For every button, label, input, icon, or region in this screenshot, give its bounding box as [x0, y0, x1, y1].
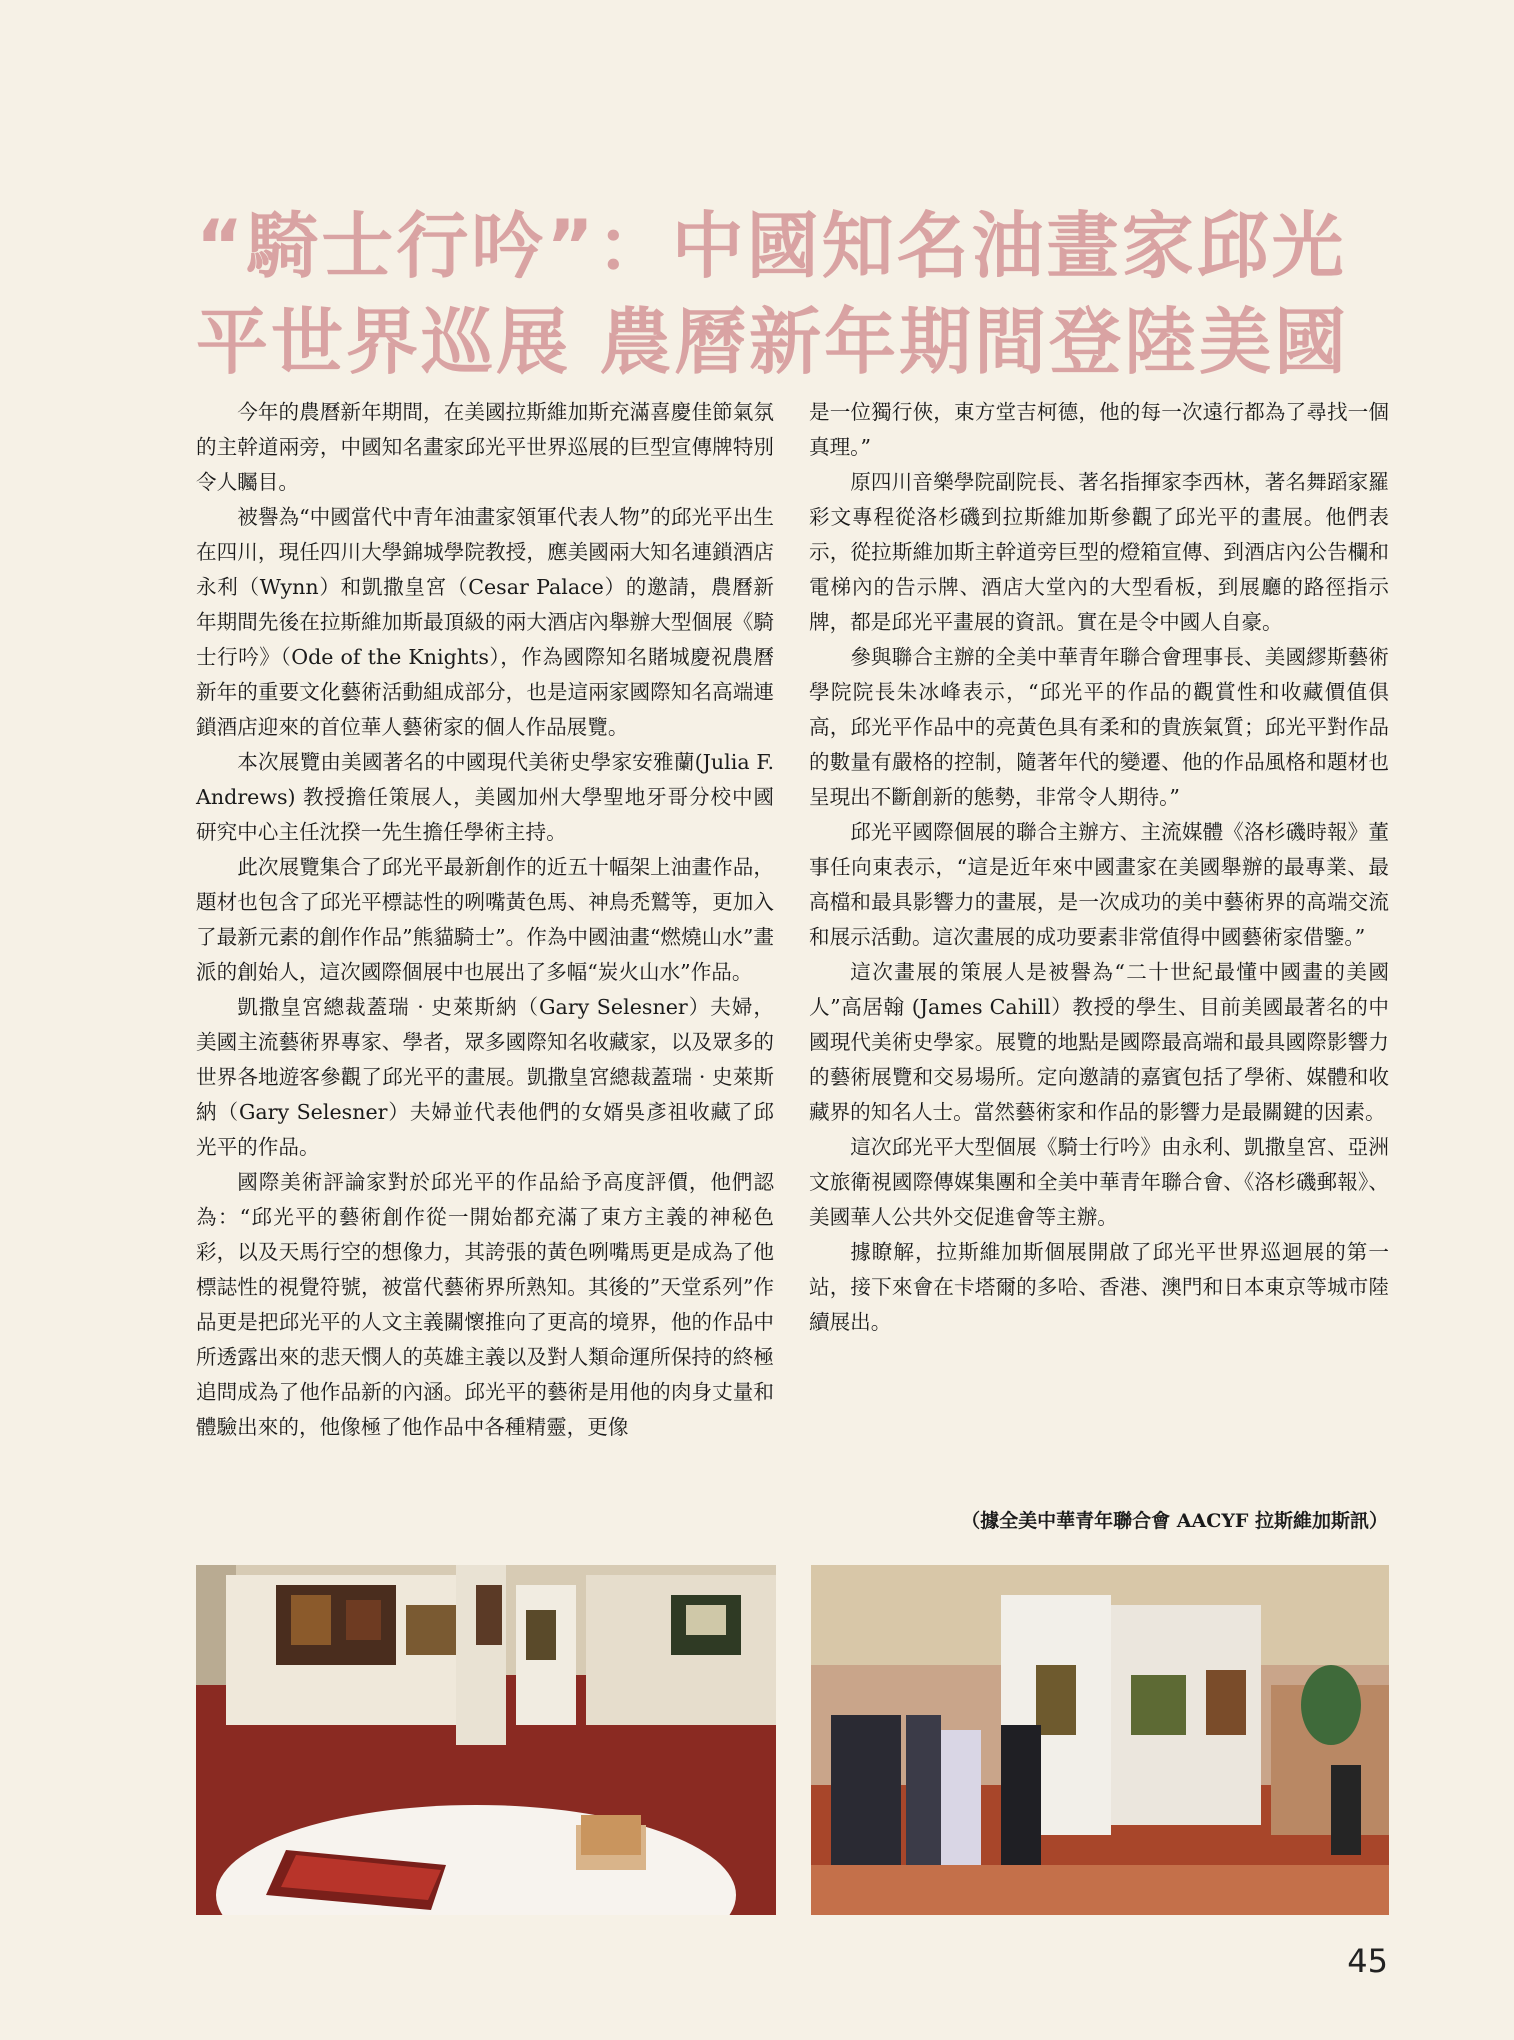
- title-line-2: 平世界巡展 農曆新年期間登陸美國: [196, 300, 1350, 384]
- article-title: [196, 198, 1396, 390]
- page-number: 45: [1347, 1942, 1388, 1980]
- gallery-visitors-image: [811, 1565, 1389, 1915]
- source-credit: （據全美中華青年聯合會 AACYF 拉斯維加斯訊）: [961, 1510, 1388, 1532]
- paragraph: 原四川音樂學院副院長、著名指揮家李西林，著名舞蹈家羅彩文專程從洛杉磯到拉斯維加斯參觀了邱光平的畫展。他們表示，從拉斯維加斯主幹道旁巨型的燈箱宣傳、到酒店內公告欄和電梯內的告示牌、酒店大堂內的大型看板，到展廳的路徑指示牌，都是邱光平畫展的資訊。實在是令中國人自豪。: [809, 470, 1389, 634]
- paragraph: 這次邱光平大型個展《騎士行吟》由永利、凱撒皇宮、亞洲文旅衛視國際傳媒集團和全美中華青年聯合會、《洛杉磯郵報》、美國華人公共外交促進會等主辦。: [809, 1135, 1389, 1229]
- paragraph: 參與聯合主辦的全美中華青年聯合會理事長、美國繆斯藝術學院院長朱冰峰表示，“邱光平的作品的觀賞性和收藏價值俱高，邱光平作品中的亮黃色具有柔和的貴族氣質；邱光平對作品的數量有嚴格的控制，隨著年代的變遷、他的作品風格和題材也呈現出不斷創新的態勢，非常令人期待。”: [809, 645, 1389, 809]
- left-column: [196, 395, 774, 1445]
- paragraph: 據瞭解，拉斯維加斯個展開啟了邱光平世界巡迴展的第一站，接下來會在卡塔爾的多哈、香港、澳門和日本東京等城市陸續展出。: [809, 1240, 1389, 1334]
- title-line-1: “騎士行吟”：中國知名油畫家邱光: [196, 204, 1347, 288]
- exhibition-photo-left: [196, 1565, 776, 1915]
- paragraph: 此次展覽集合了邱光平最新創作的近五十幅架上油畫作品，題材也包含了邱光平標誌性的咧嘴黃色馬、神鳥禿鷲等，更加入了最新元素的創作作品”熊貓騎士”。作為中國油畫“燃燒山水”畫派的創始人，這次國際個展中也展出了多幅“炭火山水”作品。: [196, 855, 774, 984]
- paragraph-continuation: 是一位獨行俠，東方堂吉柯德，他的每一次遠行都為了尋找一個真理。”: [809, 400, 1389, 459]
- paragraph: 今年的農曆新年期間，在美國拉斯維加斯充滿喜慶佳節氣氛的主幹道兩旁，中國知名畫家邱光平世界巡展的巨型宣傳牌特別令人矚目。: [196, 400, 774, 494]
- paragraph: 凱撒皇宮總裁蓋瑞 · 史萊斯納（Gary Selesner）夫婦，美國主流藝術界專家、學者，眾多國際知名收藏家，以及眾多的世界各地遊客參觀了邱光平的畫展。凱撒皇宮總裁蓋瑞 · 史萊斯納（Gary Selesner）夫婦並代表他們的女婿吳彥祖收藏了邱光平的作品。: [196, 995, 774, 1159]
- paragraph: 國際美術評論家對於邱光平的作品給予高度評價，他們認為：“邱光平的藝術創作從一開始都充滿了東方主義的神秘色彩，以及天馬行空的想像力，其誇張的黃色咧嘴馬更是成為了他標誌性的視覺符號，被當代藝術界所熟知。其後的”天堂系列”作品更是把邱光平的人文主義關懷推向了更高的境界，他的作品中所透露出來的悲天憫人的英雄主義以及對人類命運所保持的終極追問成為了他作品新的內涵。邱光平的藝術是用他的肉身丈量和體驗出來的，他像極了他作品中各種精靈，更像: [196, 1170, 774, 1439]
- exhibition-photo-right: [811, 1565, 1389, 1915]
- paragraph: 這次畫展的策展人是被譽為“二十世紀最懂中國畫的美國人”高居翰 (James Cahill）教授的學生、目前美國最著名的中國現代美術史學家。展覽的地點是國際最高端和最具國際影響力的藝術展覽和交易場所。定向邀請的嘉賓包括了學術、媒體和收藏界的知名人士。當然藝術家和作品的影響力是最關鍵的因素。: [809, 960, 1389, 1124]
- gallery-table-image: [196, 1565, 776, 1915]
- right-column: [809, 395, 1389, 1340]
- paragraph: 被譽為“中國當代中青年油畫家領軍代表人物”的邱光平出生在四川，現任四川大學錦城學院教授，應美國兩大知名連鎖酒店永利（Wynn）和凱撒皇宮（Cesar Palace）的邀請，農曆新年期間先後在拉斯維加斯最頂級的兩大酒店內舉辦大型個展《騎士行吟》（Ode of the Knights），作為國際知名賭城慶祝農曆新年的重要文化藝術活動組成部分，也是這兩家國際知名高端連鎖酒店迎來的首位華人藝術家的個人作品展覽。: [196, 505, 774, 739]
- paragraph: 本次展覽由美國著名的中國現代美術史學家安雅蘭(Julia F. Andrews) 教授擔任策展人，美國加州大學聖地牙哥分校中國研究中心主任沈揆一先生擔任學術主持。: [196, 750, 774, 844]
- paragraph: 邱光平國際個展的聯合主辦方、主流媒體《洛杉磯時報》董事任向東表示，“這是近年來中國畫家在美國舉辦的最專業、最高檔和最具影響力的畫展，是一次成功的美中藝術界的高端交流和展示活動。這次畫展的成功要素非常值得中國藝術家借鑒。”: [809, 820, 1389, 949]
